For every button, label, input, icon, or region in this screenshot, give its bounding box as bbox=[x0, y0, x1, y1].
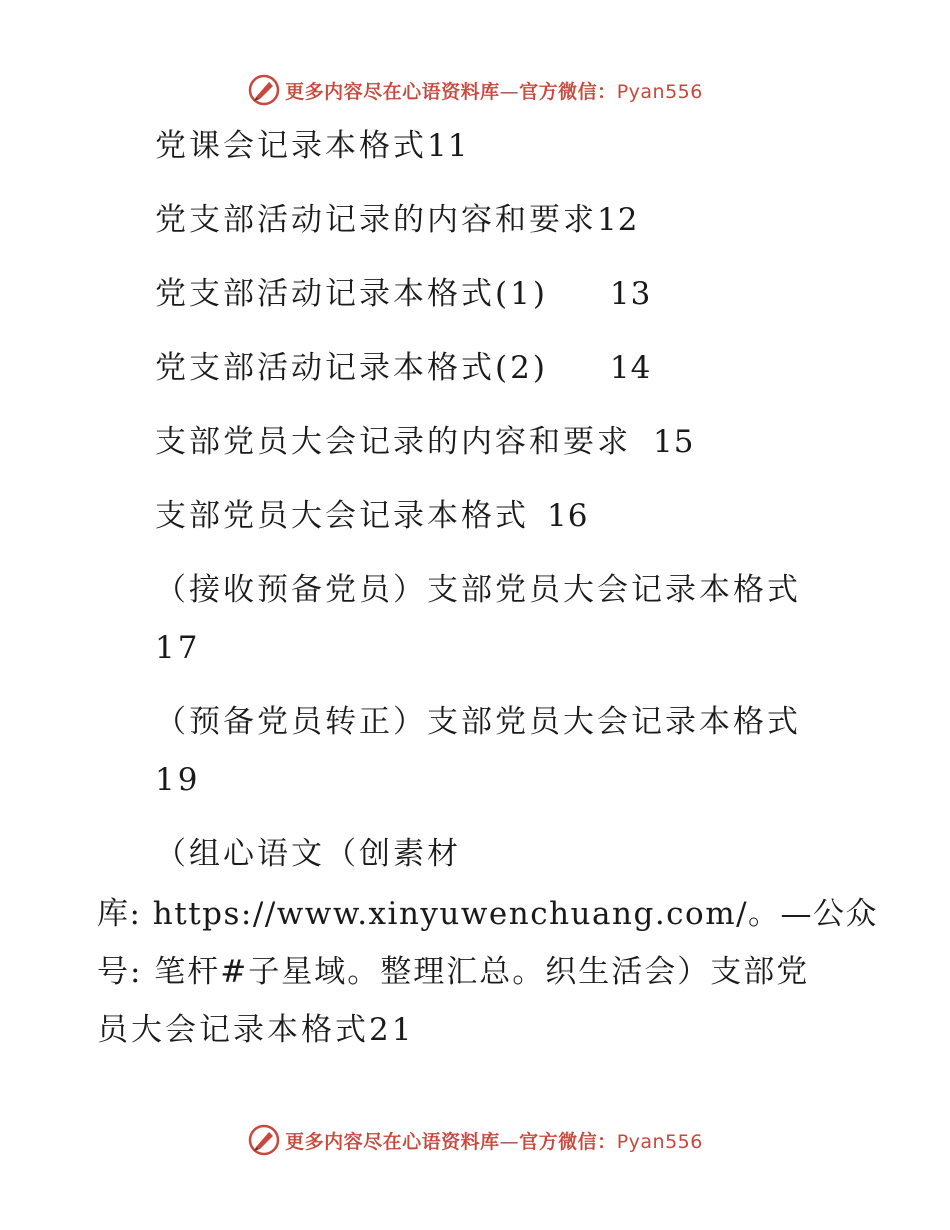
toc-entry[interactable] bbox=[155, 496, 588, 536]
toc-entry[interactable] bbox=[155, 422, 694, 462]
banner-slogan: 更多内容尽在心语资料库 bbox=[285, 1130, 500, 1153]
toc-entry-page: 16 bbox=[547, 498, 589, 534]
toc-entry-title: 党支部活动记录的内容和要求 bbox=[155, 202, 597, 238]
toc-entry[interactable] bbox=[155, 570, 801, 610]
toc-entry-title: （接收预备党员）支部党员大会记录本格式 bbox=[155, 572, 801, 608]
toc-entry-page: 17 bbox=[155, 630, 201, 666]
toc-entry-title: （预备党员转正）支部党员大会记录本格式 bbox=[155, 704, 801, 740]
toc-entry-page: 19 bbox=[155, 762, 201, 798]
toc-entry-page: 15 bbox=[653, 424, 695, 460]
toc-entry-title: 党支部活动记录本格式(1) bbox=[155, 276, 548, 312]
toc-entry-title: 支部党员大会记录的内容和要求 bbox=[155, 424, 631, 460]
toc-entry-page-wrapped bbox=[155, 760, 200, 800]
toc-entry-page: 11 bbox=[427, 128, 469, 164]
toc-entry[interactable] bbox=[155, 126, 468, 166]
banner-slogan: 更多内容尽在心语资料库 bbox=[285, 80, 500, 103]
toc-last-entry-line4: 员大会记录本格式21 bbox=[97, 1012, 415, 1048]
banner-account: Pyan556 bbox=[616, 80, 703, 103]
footer-banner bbox=[0, 1120, 950, 1160]
banner-official-label: 官方微信： bbox=[519, 80, 617, 103]
toc-entry-page-wrapped bbox=[155, 628, 200, 668]
toc-entry[interactable] bbox=[155, 348, 651, 388]
toc-entry[interactable] bbox=[155, 702, 801, 742]
banner-account: Pyan556 bbox=[616, 1130, 703, 1153]
pen-logo-icon bbox=[247, 73, 281, 107]
toc-entry-title: 支部党员大会记录本格式 bbox=[155, 498, 529, 534]
toc-last-entry-line2: 库: https://www.xinyuwenchuang.com/。—公众 bbox=[97, 896, 879, 932]
banner-text bbox=[285, 1127, 703, 1154]
toc-entry-title: 党课会记录本格式 bbox=[155, 128, 427, 164]
toc-last-entry-line1[interactable]: （组心语文（创素材 bbox=[155, 836, 461, 872]
toc-entry-title: 党支部活动记录本格式(2) bbox=[155, 350, 548, 386]
toc-entry-page: 14 bbox=[609, 350, 652, 386]
header-banner bbox=[0, 70, 950, 110]
pen-logo-icon bbox=[247, 1123, 281, 1157]
banner-dash: — bbox=[499, 1130, 520, 1153]
toc-entry[interactable] bbox=[155, 274, 651, 314]
toc-entry[interactable] bbox=[155, 200, 638, 240]
toc-entry-page: 12 bbox=[597, 202, 639, 238]
banner-dash: — bbox=[499, 80, 520, 103]
banner-official-label: 官方微信： bbox=[519, 1130, 617, 1153]
banner-text bbox=[285, 77, 703, 104]
toc-entry-page: 13 bbox=[609, 276, 652, 312]
toc-last-entry-line3: 号: 笔杆#子星域。整理汇总。织生活会）支部党 bbox=[97, 954, 810, 990]
